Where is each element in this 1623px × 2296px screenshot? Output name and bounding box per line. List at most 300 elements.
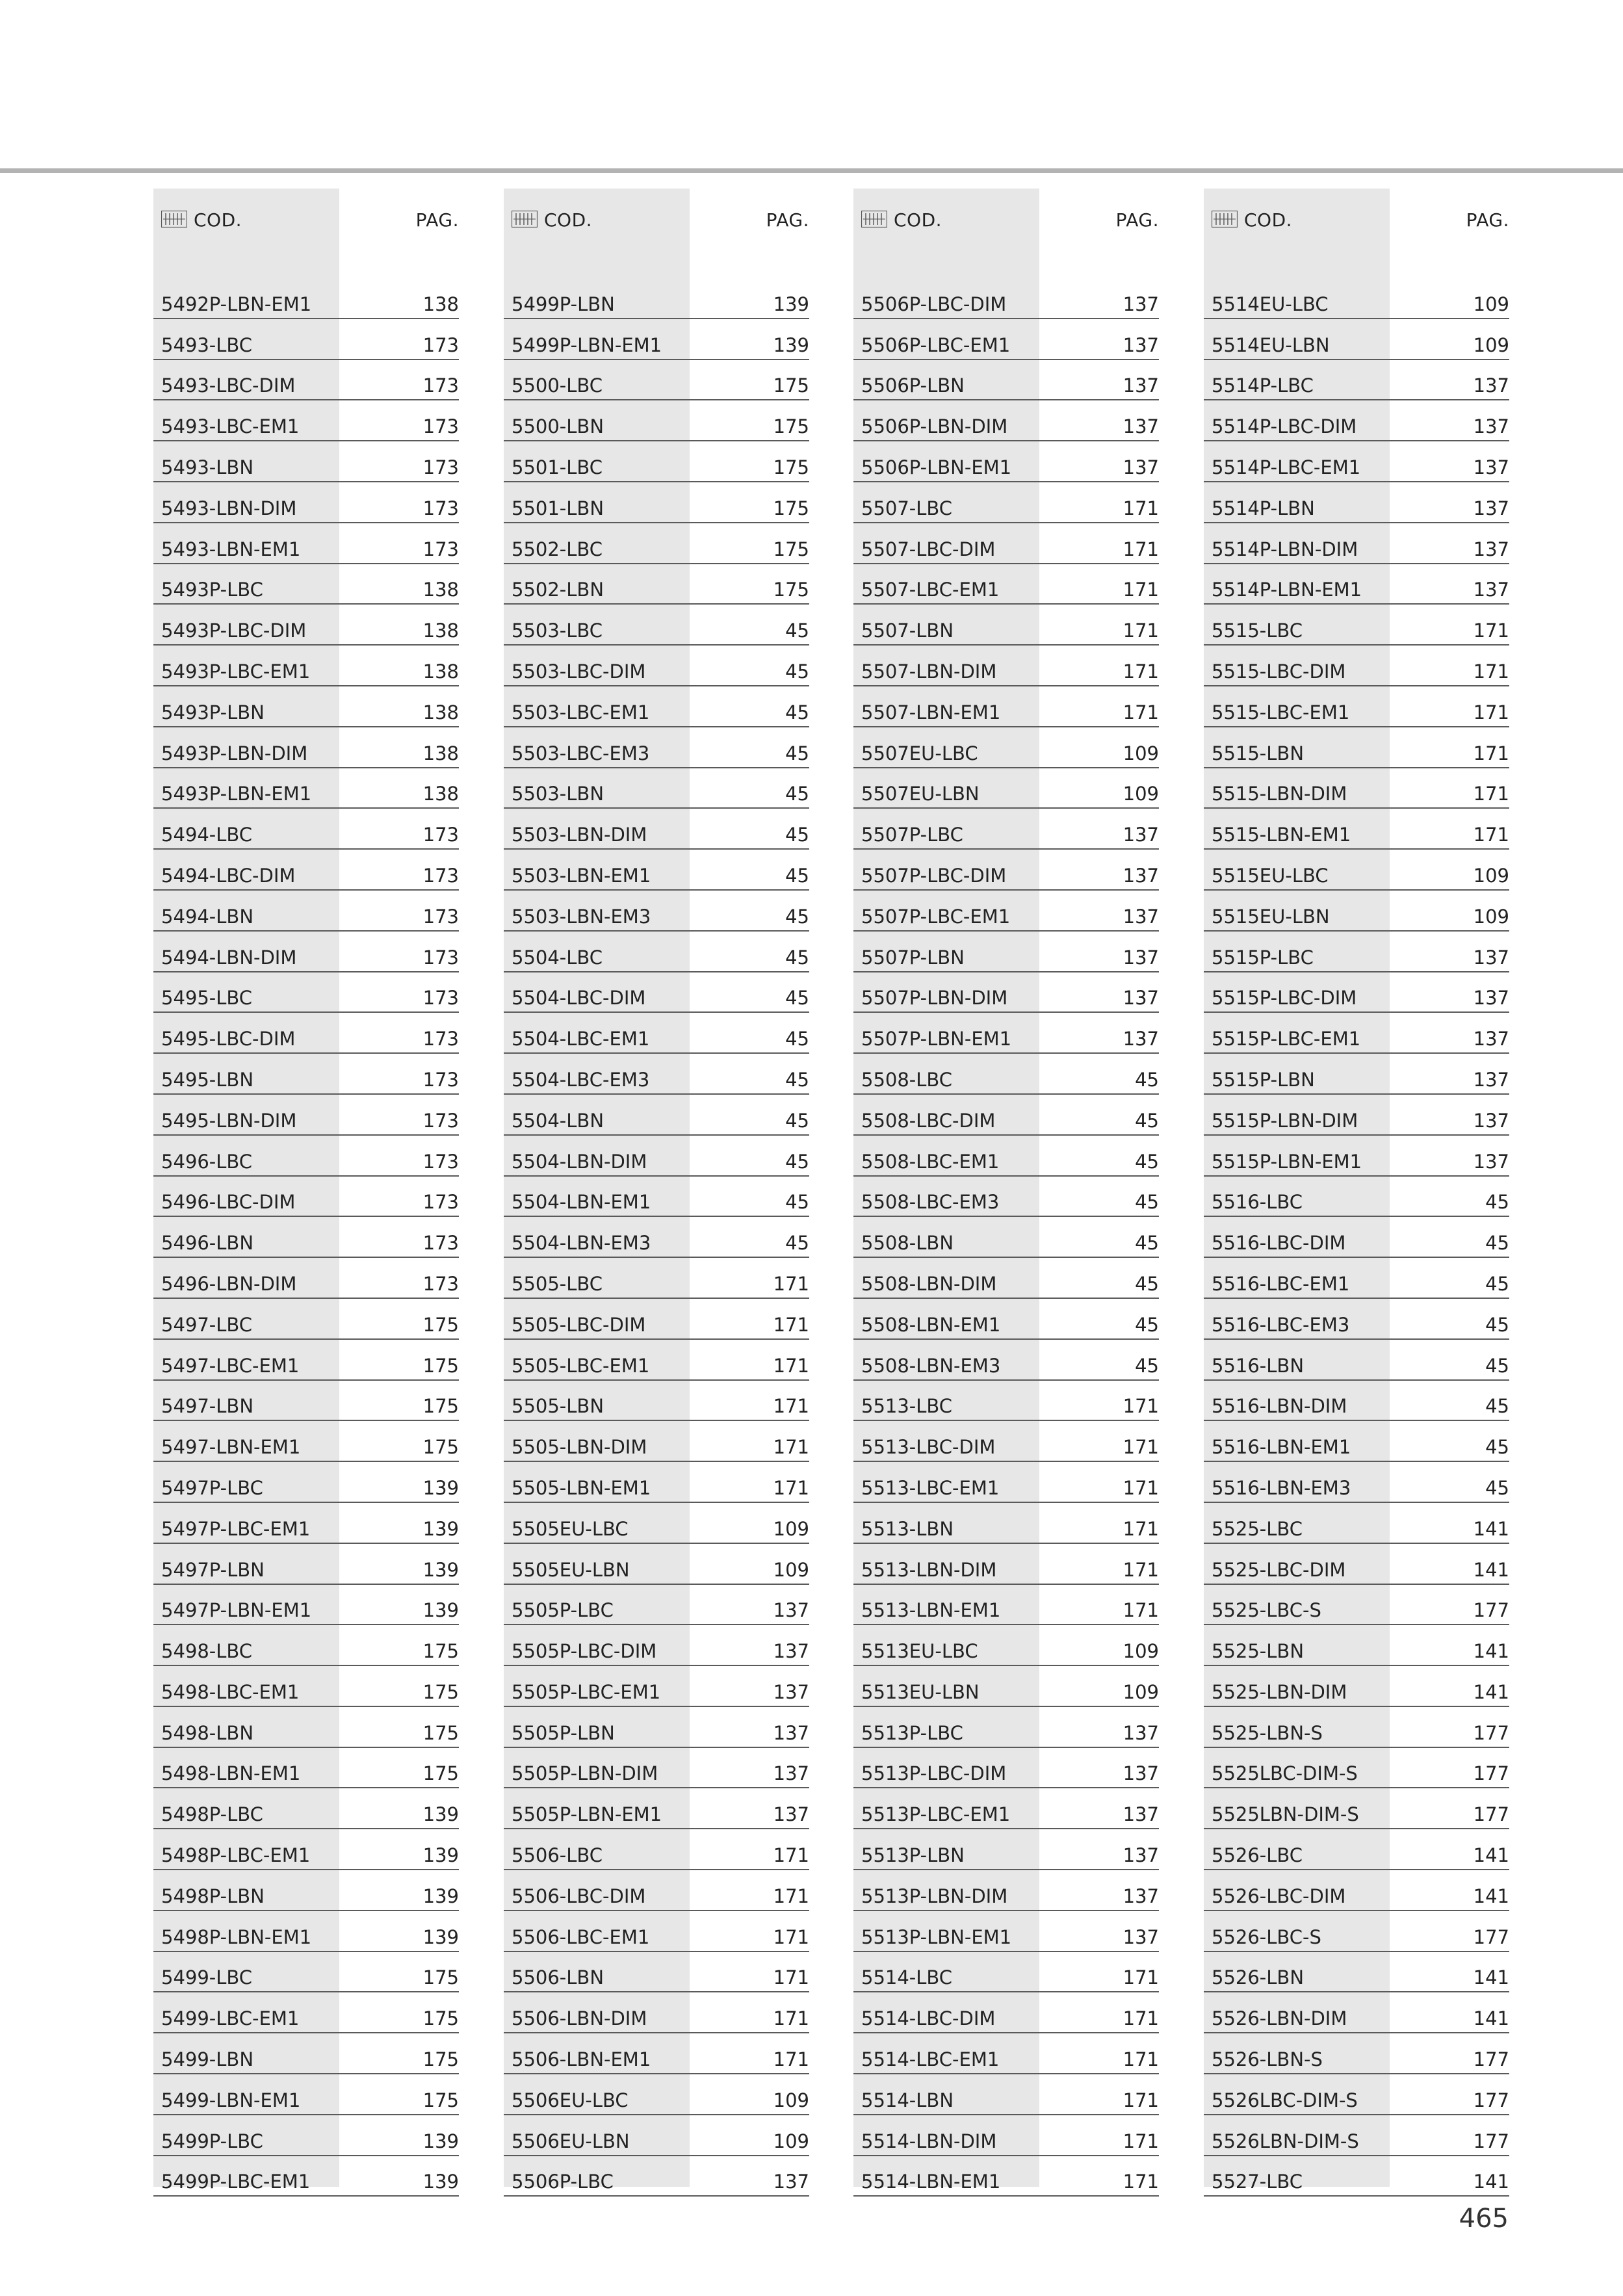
index-row <box>1204 810 1509 850</box>
product-code: 5503-LBN-EM3 <box>512 905 651 928</box>
index-row <box>153 1586 459 1626</box>
index-row <box>853 1545 1159 1585</box>
index-row <box>1204 1626 1509 1666</box>
page-ref: 139 <box>422 2171 459 2193</box>
product-code: 5525-LBN-DIM <box>1212 1680 1347 1703</box>
page-ref: 45 <box>1135 1272 1159 1295</box>
index-row <box>504 2117 809 2156</box>
page-ref: 175 <box>422 1762 459 1785</box>
page-ref: 173 <box>422 415 459 438</box>
cod-header-label: COD. <box>894 209 942 231</box>
product-code: 5507P-LBC <box>861 824 963 846</box>
product-code: 5506-LBN-DIM <box>512 2007 647 2030</box>
page-ref: 137 <box>1123 374 1159 397</box>
index-row <box>153 688 459 727</box>
index-row <box>153 1300 459 1340</box>
index-row <box>153 1382 459 1422</box>
product-code: 5501-LBC <box>512 456 603 478</box>
index-row <box>504 525 809 564</box>
index-row <box>504 1014 809 1054</box>
product-code: 5513EU-LBN <box>861 1680 980 1703</box>
page-ref: 109 <box>1123 742 1159 764</box>
product-code: 5515EU-LBC <box>1212 864 1329 887</box>
index-row <box>853 729 1159 768</box>
index-row <box>1204 1422 1509 1462</box>
index-row <box>853 1055 1159 1095</box>
product-code: 5514P-LBN-EM1 <box>1212 579 1362 601</box>
index-row <box>1204 280 1509 319</box>
index-row <box>153 1912 459 1952</box>
index-row <box>504 2158 809 2197</box>
index-row <box>153 525 459 564</box>
index-row <box>153 606 459 646</box>
product-code: 5507P-LBN <box>861 946 965 969</box>
index-row <box>1204 1382 1509 1422</box>
product-code: 5505-LBN-DIM <box>512 1436 647 1459</box>
index-row <box>853 402 1159 441</box>
page-ref: 171 <box>1123 2171 1159 2193</box>
page-ref: 139 <box>773 333 809 356</box>
product-code: 5497-LBC-EM1 <box>161 1354 300 1377</box>
index-row <box>153 2076 459 2115</box>
index-row <box>153 443 459 482</box>
index-row <box>153 974 459 1013</box>
product-code: 5507EU-LBC <box>861 742 978 764</box>
product-code: 5506EU-LBN <box>512 2130 630 2152</box>
product-code: 5497P-LBC <box>161 1476 263 1499</box>
product-code: 5508-LBN-DIM <box>861 1272 997 1295</box>
page-ref: 173 <box>422 1028 459 1050</box>
cod-header-label: COD. <box>194 209 242 231</box>
index-row <box>153 1463 459 1503</box>
product-code: 5505EU-LBN <box>512 1558 630 1581</box>
product-code: 5514P-LBN-DIM <box>1212 538 1358 560</box>
pag-header-label: PAG. <box>1466 209 1509 231</box>
product-code: 5526-LBC-DIM <box>1212 1885 1346 1907</box>
page-ref: 139 <box>422 1599 459 1622</box>
cod-header-label: COD. <box>1244 209 1293 231</box>
index-row <box>504 1055 809 1095</box>
product-code: 5503-LBN <box>512 783 604 805</box>
page-ref: 137 <box>1473 1109 1509 1132</box>
product-code: 5504-LBN-EM1 <box>512 1191 651 1214</box>
product-code: 5508-LBC-EM1 <box>861 1150 1000 1173</box>
page-ref: 173 <box>422 497 459 519</box>
product-code: 5505P-LBC-EM1 <box>512 1680 661 1703</box>
index-row <box>1204 606 1509 646</box>
product-code: 5526-LBN-DIM <box>1212 2007 1347 2030</box>
page-ref: 139 <box>422 1517 459 1540</box>
product-code: 5493-LBC-DIM <box>161 374 296 397</box>
product-code: 5503-LBC-EM3 <box>512 742 650 764</box>
page-ref: 173 <box>422 987 459 1010</box>
index-row <box>153 1096 459 1136</box>
page-ref: 45 <box>1485 1191 1509 1214</box>
product-code: 5497-LBN-EM1 <box>161 1436 301 1459</box>
page-ref: 173 <box>422 1068 459 1091</box>
index-row <box>853 892 1159 932</box>
index-row <box>853 361 1159 401</box>
product-code: 5505-LBC-DIM <box>512 1313 646 1336</box>
index-row <box>504 2076 809 2115</box>
column-header <box>504 203 809 237</box>
page-ref: 45 <box>1485 1436 1509 1459</box>
product-code: 5493P-LBC <box>161 579 263 601</box>
product-code: 5504-LBC-EM3 <box>512 1068 650 1091</box>
index-row <box>153 1994 459 2033</box>
index-row <box>853 1096 1159 1136</box>
cod-header-label: COD. <box>544 209 593 231</box>
index-row <box>1204 2035 1509 2074</box>
product-code: 5503-LBN-EM1 <box>512 864 651 887</box>
index-row <box>853 525 1159 564</box>
index-row <box>1204 1831 1509 1870</box>
product-code: 5525-LBC-DIM <box>1212 1558 1346 1581</box>
product-code: 5526-LBC-S <box>1212 1925 1321 1948</box>
page-ref: 138 <box>422 579 459 601</box>
index-row <box>504 402 809 441</box>
page-ref: 173 <box>422 538 459 560</box>
product-code: 5513-LBC <box>861 1395 953 1418</box>
page-ref: 137 <box>1123 864 1159 887</box>
product-code: 5499P-LBN-EM1 <box>512 333 662 356</box>
product-code: 5499P-LBN <box>512 293 615 315</box>
page-ref: 109 <box>773 2089 809 2111</box>
page-ref: 171 <box>773 2007 809 2030</box>
product-code: 5499-LBN <box>161 2048 254 2071</box>
page-ref: 45 <box>785 1232 809 1255</box>
index-row <box>853 1178 1159 1218</box>
product-code: 5513-LBN-DIM <box>861 1558 997 1581</box>
product-code: 5507P-LBC-EM1 <box>861 905 1011 928</box>
index-row <box>153 1667 459 1707</box>
page-ref: 171 <box>1473 742 1509 764</box>
index-row <box>504 443 809 482</box>
product-code: 5505P-LBN-DIM <box>512 1762 658 1785</box>
product-code: 5506-LBN-EM1 <box>512 2048 651 2071</box>
product-code: 5493-LBN-EM1 <box>161 538 301 560</box>
product-code: 5500-LBN <box>512 415 604 438</box>
index-row <box>153 1055 459 1095</box>
index-row <box>1204 1504 1509 1544</box>
index-row <box>1204 1096 1509 1136</box>
page-ref: 177 <box>1473 1762 1509 1785</box>
product-code: 5502-LBC <box>512 538 603 560</box>
index-row <box>153 1014 459 1054</box>
product-code: 5516-LBN-DIM <box>1212 1395 1347 1418</box>
page-ref: 138 <box>422 660 459 683</box>
page-ref: 139 <box>422 1558 459 1581</box>
page-ref: 175 <box>422 2007 459 2030</box>
page-ref: 45 <box>785 946 809 969</box>
product-code: 5504-LBC <box>512 946 603 969</box>
product-code: 5514P-LBN <box>1212 497 1315 519</box>
index-row <box>153 770 459 809</box>
product-code: 5513-LBN-EM1 <box>861 1599 1001 1622</box>
product-code: 5513P-LBN-EM1 <box>861 1925 1012 1948</box>
product-code: 5508-LBC-EM3 <box>861 1191 1000 1214</box>
index-row <box>504 729 809 768</box>
page-ref: 171 <box>773 1436 809 1459</box>
product-code: 5506-LBN <box>512 1966 604 1989</box>
page-ref: 173 <box>422 374 459 397</box>
page-ref: 171 <box>1123 1517 1159 1540</box>
page-ref: 171 <box>773 1395 809 1418</box>
page-ref: 138 <box>422 293 459 315</box>
product-code: 5497-LBN <box>161 1395 254 1418</box>
page-ref: 137 <box>773 1640 809 1663</box>
index-row <box>504 1708 809 1748</box>
product-code: 5513P-LBC-DIM <box>861 1762 1007 1785</box>
product-code: 5505P-LBN <box>512 1721 615 1744</box>
product-code: 5507-LBN-DIM <box>861 660 997 683</box>
index-row <box>853 1749 1159 1789</box>
product-code: 5513P-LBC-EM1 <box>861 1803 1011 1826</box>
page-ref: 45 <box>785 905 809 928</box>
product-code: 5492P-LBN-EM1 <box>161 293 312 315</box>
index-row <box>1204 1708 1509 1748</box>
page-ref: 45 <box>1135 1150 1159 1173</box>
page-ref: 171 <box>1123 538 1159 560</box>
page-ref: 175 <box>773 456 809 478</box>
page-ref: 175 <box>422 2089 459 2111</box>
page-ref: 171 <box>773 1925 809 1948</box>
code-list <box>504 280 809 2197</box>
product-code: 5514P-LBC-EM1 <box>1212 456 1361 478</box>
page-ref: 137 <box>773 1680 809 1703</box>
page-ref: 141 <box>1473 1966 1509 1989</box>
index-row <box>1204 2117 1509 2156</box>
index-row <box>153 647 459 686</box>
index-row <box>153 1831 459 1870</box>
product-code: 5513-LBC-EM1 <box>861 1476 1000 1499</box>
index-row <box>504 1218 809 1258</box>
page-ref: 171 <box>773 1885 809 1907</box>
page-ref: 177 <box>1473 2089 1509 2111</box>
product-code: 5513P-LBC <box>861 1721 963 1744</box>
index-row <box>1204 1790 1509 1829</box>
index-row <box>853 974 1159 1013</box>
page-ref: 137 <box>1123 1721 1159 1744</box>
product-code: 5507-LBN-EM1 <box>861 701 1001 724</box>
product-code: 5526LBN-DIM-S <box>1212 2130 1359 2152</box>
index-row <box>153 1626 459 1666</box>
page-ref: 177 <box>1473 1803 1509 1826</box>
page-ref: 175 <box>422 1354 459 1377</box>
page-ref: 45 <box>785 660 809 683</box>
index-row <box>853 2076 1159 2115</box>
page-ref: 177 <box>1473 2048 1509 2071</box>
product-code: 5493-LBC <box>161 333 253 356</box>
index-row <box>1204 1055 1509 1095</box>
product-code: 5514-LBC-EM1 <box>861 2048 1000 2071</box>
product-code: 5494-LBN <box>161 905 254 928</box>
column-header <box>853 203 1159 237</box>
index-row <box>1204 729 1509 768</box>
page-ref: 45 <box>1135 1354 1159 1377</box>
page-ref: 109 <box>1473 333 1509 356</box>
index-row <box>853 1382 1159 1422</box>
product-code: 5516-LBC-EM1 <box>1212 1272 1350 1295</box>
product-code: 5526-LBN-S <box>1212 2048 1323 2071</box>
index-row <box>504 851 809 891</box>
product-code: 5505P-LBC-DIM <box>512 1640 657 1663</box>
index-row <box>1204 1014 1509 1054</box>
product-code: 5507-LBN <box>861 620 954 642</box>
product-code: 5526-LBN <box>1212 1966 1305 1989</box>
index-row <box>153 361 459 401</box>
product-code: 5503-LBC-DIM <box>512 660 646 683</box>
page-ref: 177 <box>1473 1925 1509 1948</box>
page-ref: 137 <box>1123 293 1159 315</box>
product-code: 5513P-LBN <box>861 1844 965 1867</box>
index-row <box>853 1667 1159 1707</box>
barcode-icon <box>512 211 538 228</box>
product-code: 5507P-LBN-DIM <box>861 987 1008 1010</box>
index-row <box>853 647 1159 686</box>
index-row <box>153 320 459 360</box>
page-ref: 45 <box>785 1109 809 1132</box>
product-code: 5505P-LBC <box>512 1599 614 1622</box>
page-ref: 137 <box>1123 1762 1159 1785</box>
product-code: 5494-LBN-DIM <box>161 946 297 969</box>
product-code: 5507-LBC <box>861 497 953 519</box>
product-code: 5515P-LBC-EM1 <box>1212 1028 1361 1050</box>
product-code: 5514P-LBC <box>1212 374 1314 397</box>
product-code: 5499-LBN-EM1 <box>161 2089 301 2111</box>
page-ref: 138 <box>422 742 459 764</box>
index-row <box>153 1178 459 1218</box>
product-code: 5503-LBC-EM1 <box>512 701 650 724</box>
product-code: 5516-LBN <box>1212 1354 1305 1377</box>
page-ref: 171 <box>1123 497 1159 519</box>
page-ref: 171 <box>1123 1599 1159 1622</box>
product-code: 5513-LBN <box>861 1517 954 1540</box>
page-ref: 137 <box>773 2171 809 2193</box>
product-code: 5515P-LBC <box>1212 946 1314 969</box>
product-code: 5525-LBC <box>1212 1517 1303 1540</box>
product-code: 5525LBC-DIM-S <box>1212 1762 1358 1785</box>
page-ref: 45 <box>1135 1068 1159 1091</box>
page-ref: 175 <box>422 1680 459 1703</box>
index-row <box>504 1953 809 1993</box>
page-ref: 171 <box>773 1272 809 1295</box>
page-ref: 171 <box>773 2048 809 2071</box>
page-ref: 45 <box>785 1191 809 1214</box>
page-ref: 109 <box>773 1558 809 1581</box>
page-ref: 173 <box>422 1232 459 1255</box>
index-row <box>853 2117 1159 2156</box>
product-code: 5513-LBC-DIM <box>861 1436 996 1459</box>
page-ref: 138 <box>422 620 459 642</box>
product-code: 5505-LBC-EM1 <box>512 1354 650 1377</box>
page-ref: 139 <box>422 1925 459 1948</box>
index-row <box>153 1953 459 1993</box>
page-ref: 139 <box>422 1844 459 1867</box>
page-ref: 138 <box>422 701 459 724</box>
page-ref: 109 <box>773 2130 809 2152</box>
index-row <box>853 1708 1159 1748</box>
page-ref: 175 <box>422 1721 459 1744</box>
product-code: 5514-LBN <box>861 2089 954 2111</box>
index-row <box>853 1218 1159 1258</box>
page-ref: 137 <box>1123 946 1159 969</box>
product-code: 5515EU-LBN <box>1212 905 1330 928</box>
product-code: 5506-LBC-DIM <box>512 1885 646 1907</box>
index-row <box>853 770 1159 809</box>
page-ref: 137 <box>1473 946 1509 969</box>
product-code: 5498P-LBC-EM1 <box>161 1844 311 1867</box>
index-row <box>1204 443 1509 482</box>
product-code: 5494-LBC-DIM <box>161 864 296 887</box>
page-ref: 137 <box>1473 1068 1509 1091</box>
index-row <box>1204 525 1509 564</box>
product-code: 5505-LBN-EM1 <box>512 1476 651 1499</box>
column-header <box>1204 203 1509 237</box>
index-row <box>504 1341 809 1381</box>
index-row <box>504 1259 809 1299</box>
page-ref: 45 <box>785 824 809 846</box>
page-ref: 173 <box>422 1150 459 1173</box>
page-ref: 109 <box>1123 783 1159 805</box>
index-row <box>853 1790 1159 1829</box>
index-row <box>153 1504 459 1544</box>
index-row <box>853 1341 1159 1381</box>
index-row <box>1204 1178 1509 1218</box>
page-ref: 171 <box>1473 660 1509 683</box>
index-row <box>504 770 809 809</box>
index-row <box>153 851 459 891</box>
page-ref: 175 <box>773 374 809 397</box>
index-row <box>853 443 1159 482</box>
index-row <box>1204 2158 1509 2197</box>
page-ref: 137 <box>773 1803 809 1826</box>
index-row <box>153 1218 459 1258</box>
product-code: 5515-LBC <box>1212 620 1303 642</box>
product-code: 5493-LBN-DIM <box>161 497 297 519</box>
page-ref: 45 <box>1485 1395 1509 1418</box>
page-ref: 139 <box>773 293 809 315</box>
product-code: 5496-LBC-DIM <box>161 1191 296 1214</box>
index-row <box>1204 1994 1509 2033</box>
index-row <box>504 1463 809 1503</box>
pag-header-label: PAG. <box>1115 209 1159 231</box>
index-row <box>1204 1667 1509 1707</box>
product-code: 5507-LBC-EM1 <box>861 579 1000 601</box>
index-row <box>153 729 459 768</box>
index-row <box>853 1626 1159 1666</box>
page-ref: 171 <box>1123 2048 1159 2071</box>
index-column <box>1204 189 1509 2193</box>
index-row <box>504 892 809 932</box>
page-ref: 171 <box>1123 620 1159 642</box>
product-code: 5525LBN-DIM-S <box>1212 1803 1359 1826</box>
index-row <box>853 1994 1159 2033</box>
page-ref: 177 <box>1473 1599 1509 1622</box>
page-ref: 139 <box>422 2130 459 2152</box>
page-ref: 171 <box>1123 2089 1159 2111</box>
page-ref: 45 <box>785 742 809 764</box>
index-row <box>504 1137 809 1177</box>
page-ref: 137 <box>1473 538 1509 560</box>
index-row <box>504 606 809 646</box>
product-code: 5514EU-LBC <box>1212 293 1329 315</box>
product-code: 5513EU-LBC <box>861 1640 978 1663</box>
product-code: 5503-LBC <box>512 620 603 642</box>
index-row <box>153 402 459 441</box>
page-ref: 45 <box>785 701 809 724</box>
index-row <box>504 1422 809 1462</box>
